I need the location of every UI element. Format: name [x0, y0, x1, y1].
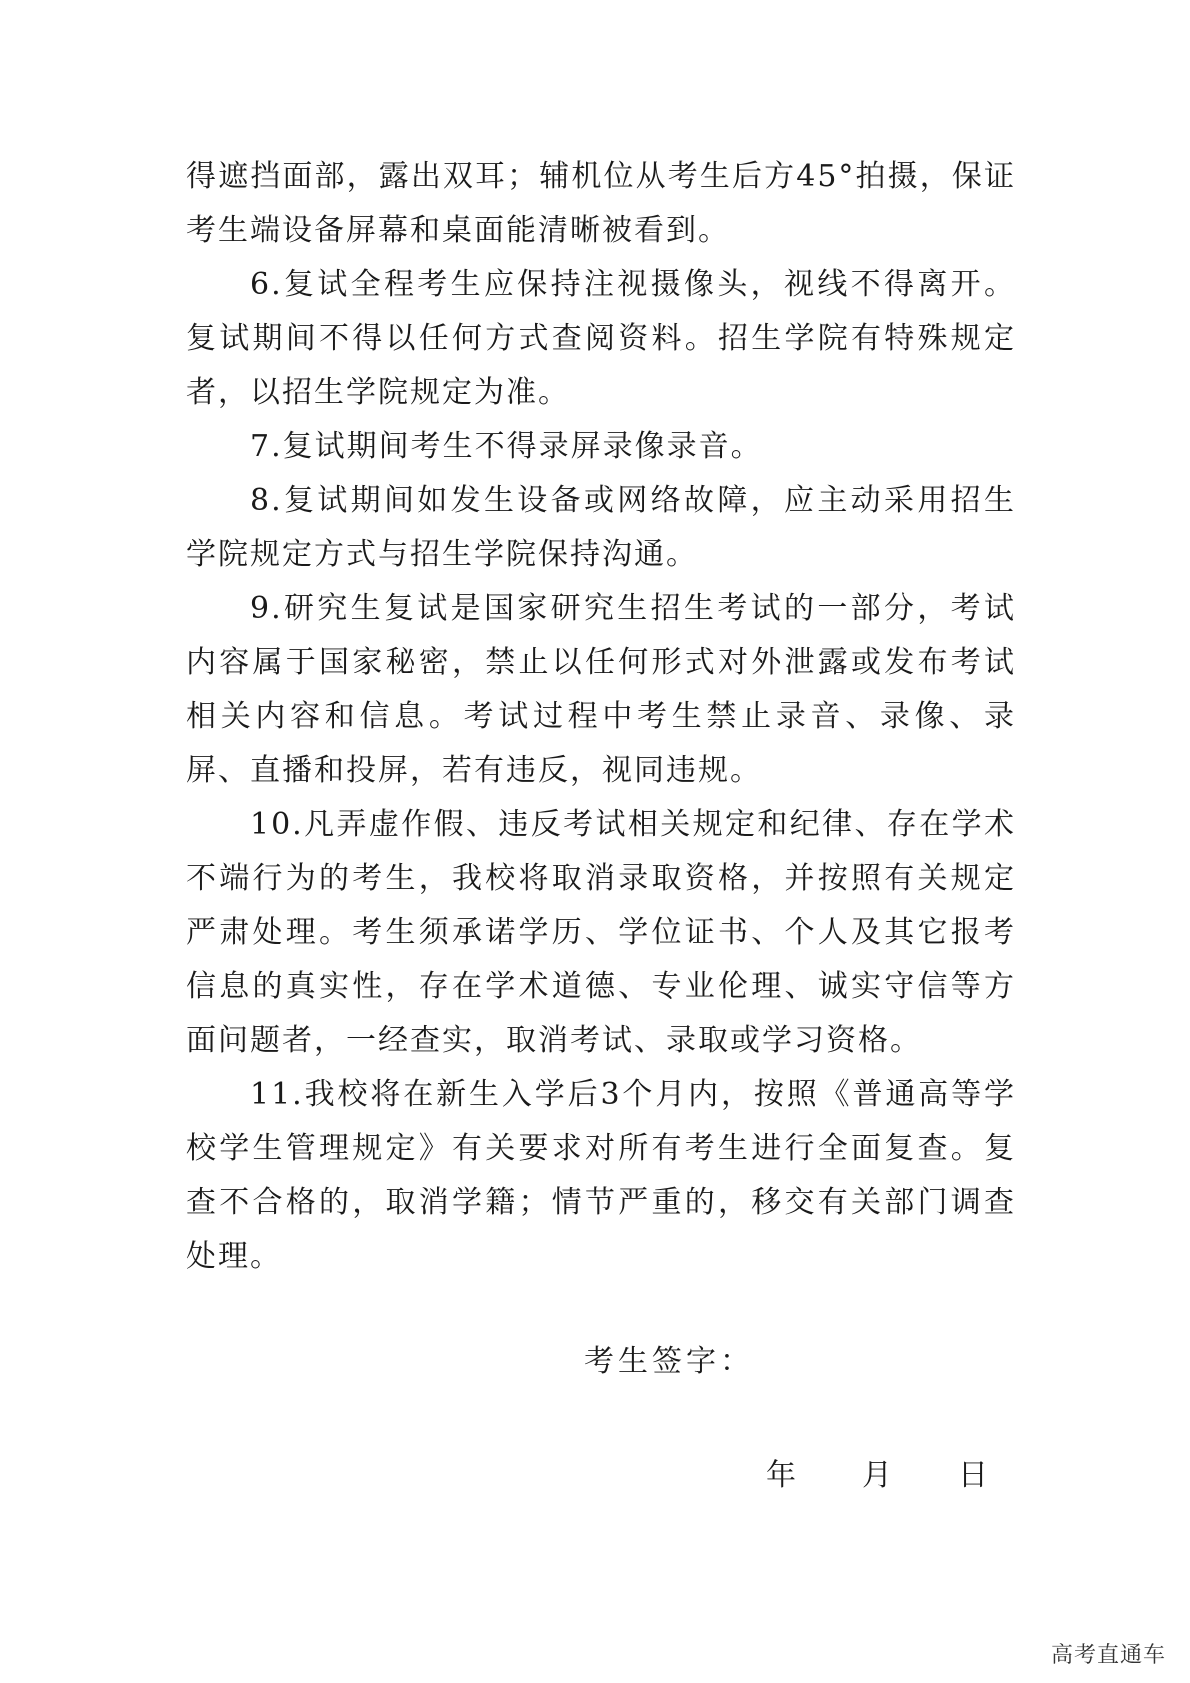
- watermark-text: 高考直通车: [1050, 1643, 1166, 1668]
- paragraph-rule-9: 9.研究生复试是国家研究生招生考试的一部分，考试内容属于国家秘密，禁止以任何形式对外泄露或发布考试相关内容和信息。考试过程中考生禁止录音、录像、录屏、直播和投屏，若有违反，视同违规。: [186, 591, 1016, 788]
- signature-label: 考生签字：: [584, 1344, 754, 1379]
- document-body: [186, 150, 1016, 1284]
- paragraph-continuation: 得遮挡面部，露出双耳；辅机位从考生后方45°拍摄，保证考生端设备屏幕和桌面能清晰被看到。: [186, 159, 1016, 248]
- date-day-label: 日: [958, 1458, 988, 1493]
- date-year-label: 年: [766, 1458, 796, 1493]
- paragraph-rule-10: 10.凡弄虚作假、违反考试相关规定和纪律、存在学术不端行为的考生，我校将取消录取资格，并按照有关规定严肃处理。考生须承诺学历、学位证书、个人及其它报考信息的真实性，存在学术道德、专业伦理、诚实守信等方面问题者，一经查实，取消考试、录取或学习资格。: [186, 807, 1016, 1058]
- date-month-label: 月: [862, 1458, 892, 1493]
- paragraph-rule-7: 7.复试期间考生不得录屏录像录音。: [250, 429, 763, 464]
- date-line: [766, 1450, 988, 1494]
- paragraph-rule-6: 6.复试全程考生应保持注视摄像头，视线不得离开。复试期间不得以任何方式查阅资料。招生学院有特殊规定者，以招生学院规定为准。: [186, 267, 1016, 410]
- paragraph-rule-11: 11.我校将在新生入学后3个月内，按照《普通高等学校学生管理规定》有关要求对所有考生进行全面复查。复查不合格的，取消学籍；情节严重的，移交有关部门调查处理。: [186, 1077, 1016, 1274]
- paragraph-rule-8: 8.复试期间如发生设备或网络故障，应主动采用招生学院规定方式与招生学院保持沟通。: [186, 483, 1016, 572]
